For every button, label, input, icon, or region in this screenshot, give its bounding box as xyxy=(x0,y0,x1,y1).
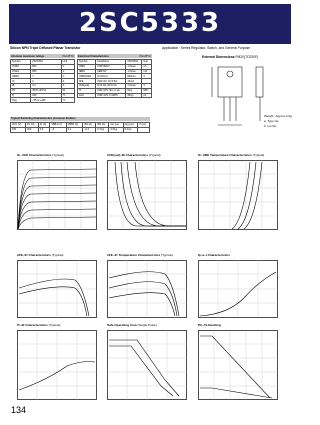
ext-dim-label xyxy=(202,55,258,59)
curves xyxy=(109,272,179,316)
part-number-title: 2SC5333 xyxy=(78,8,222,38)
table-cell: µA xyxy=(142,64,152,69)
elec-header xyxy=(77,54,152,58)
plot-note: (Typical) xyxy=(48,323,61,327)
plot-title-9 xyxy=(198,323,221,327)
plot-title-text: IC–VCE Characteristics xyxy=(17,153,52,157)
table-cell: 150 xyxy=(31,93,61,98)
title-banner xyxy=(9,4,291,44)
plot-vcesat-ib xyxy=(107,160,187,230)
plot-note: (Typical) xyxy=(51,253,64,257)
table-cell: MHz xyxy=(142,88,152,93)
plot-title-text: hFE–IC Temperature Characteristics xyxy=(107,253,161,257)
table-cell: VCC (V) xyxy=(11,123,26,128)
table-cell: IB xyxy=(11,83,31,88)
table-cell: VCE=4V, IC=0.5A xyxy=(96,79,126,84)
plot-title-8 xyxy=(107,323,157,327)
switching-title: Typical Switching Characteristics (Common Emitter) xyxy=(11,117,76,121)
table-cell: Unit xyxy=(142,60,152,65)
plot-title-6 xyxy=(198,253,230,257)
table-cell: IC=10mA xyxy=(96,74,126,79)
table-cell: ton (µs) xyxy=(109,123,123,128)
abs-max-table xyxy=(10,59,75,103)
plot-grid xyxy=(198,160,278,230)
dim-note-2: a. Type No. xyxy=(264,119,280,123)
table-cell: 1.0max xyxy=(126,69,142,74)
table-cell: 1.0max xyxy=(126,64,142,69)
table-cell: –5 xyxy=(50,127,66,132)
table-cell: V xyxy=(142,74,152,79)
table-cell: 2.1 xyxy=(66,127,82,132)
ext-dim-package: FM20(TO220F) xyxy=(235,55,259,59)
package-outline xyxy=(212,67,263,125)
table-cell: VBB2 (V) xyxy=(66,123,82,128)
plot-note: (Typical) xyxy=(52,153,64,157)
table-cell: VCB=800V xyxy=(96,64,126,69)
table-cell: V xyxy=(61,64,74,69)
page-number: 134 xyxy=(11,405,27,415)
table-cell: IB1 (A) xyxy=(83,123,96,128)
table-row xyxy=(78,93,152,98)
table-cell: Unit xyxy=(61,60,74,65)
table-cell: 0.2 xyxy=(31,83,61,88)
table-cell: Symbol xyxy=(78,60,96,65)
plot-grid xyxy=(198,330,278,400)
table-cell: RL (Ω) xyxy=(26,123,39,128)
switching-header xyxy=(10,117,150,121)
plot-hfe-ic-temp xyxy=(107,260,187,318)
abs-max-cond: (Ta=25°C) xyxy=(62,54,74,58)
table-cell: A xyxy=(61,83,74,88)
plot-title-1 xyxy=(17,153,64,157)
table-cell: VCBO xyxy=(11,64,31,69)
table-cell: IEBO xyxy=(78,69,96,74)
table-row xyxy=(11,127,150,132)
table-cell: °C xyxy=(61,93,74,98)
table-cell: 150 xyxy=(11,127,26,132)
table-cell: PC xyxy=(11,88,31,93)
plot-ic-vbe xyxy=(198,160,278,230)
plot-frame xyxy=(108,161,187,230)
package-drawing xyxy=(202,61,292,139)
table-cell: mA xyxy=(142,69,152,74)
plot-note: (Typical) xyxy=(148,153,161,157)
table-cell: ICBO xyxy=(78,64,96,69)
table-cell: VCE=10V, IE=–0.1A xyxy=(96,88,126,93)
table-cell: 7 xyxy=(31,74,61,79)
plot-title-text: IC–VBE Temperature Characteristics xyxy=(198,153,252,157)
table-cell: Tstg xyxy=(11,98,31,103)
elec-title: Electrical Characteristics xyxy=(78,54,109,58)
curves xyxy=(19,279,89,316)
application-line: Application : Series Regulator, Switch, and General Purpose xyxy=(162,46,250,50)
plot-grid xyxy=(17,330,97,400)
table-cell: 0.7typ xyxy=(96,127,109,132)
curves xyxy=(109,340,179,396)
table-cell: VBB1 (V) xyxy=(50,123,66,128)
table-cell: V(BR)CEO xyxy=(78,74,96,79)
plot-ft-ie xyxy=(17,330,97,400)
plot-grid xyxy=(17,260,97,318)
curves xyxy=(18,169,96,229)
plot-note: (Single Pulse) xyxy=(137,323,157,327)
plot-title-5 xyxy=(107,253,173,257)
table-cell: A xyxy=(61,79,74,84)
plot-note: (Typical) xyxy=(161,253,173,257)
plot-grid xyxy=(198,260,278,318)
table-cell: Conditions xyxy=(96,60,126,65)
switching-table xyxy=(10,122,150,133)
elec-table xyxy=(77,59,152,98)
table-cell: –55 to +150 xyxy=(31,98,61,103)
table-cell: pF xyxy=(142,93,152,98)
table-cell: VEB=5V xyxy=(96,69,126,74)
table-cell: 2SC5333 xyxy=(31,60,61,65)
table-cell: 2.6typ xyxy=(109,127,123,132)
ext-dim-title: External Dimensions xyxy=(202,55,235,59)
dim-note-1: Weight : Approx 2.0g xyxy=(264,114,292,118)
plot-title-text: Safe Operating Area xyxy=(107,323,137,327)
table-cell: tstg (µs) xyxy=(123,123,138,128)
table-cell: 0.5 xyxy=(38,127,50,132)
plot-title-text: fT–IE Characteristics xyxy=(17,323,48,327)
plot-grid xyxy=(107,260,187,318)
table-cell: 0.3typ xyxy=(123,127,138,132)
table-cell: 800 xyxy=(31,69,61,74)
table-row xyxy=(11,98,75,103)
plot-grid xyxy=(107,330,187,400)
curves xyxy=(115,162,186,226)
plot-soa xyxy=(107,330,187,400)
abs-max-header xyxy=(10,54,75,58)
plot-title-text: VCE(sat)–IB Characteristics xyxy=(107,153,148,157)
table-cell: W xyxy=(61,88,74,93)
table-cell: Cob xyxy=(78,93,96,98)
table-cell: 2SC5333 xyxy=(126,60,142,65)
table-cell: IB2 (A) xyxy=(96,123,109,128)
plot-frame xyxy=(199,161,278,230)
table-cell: Tj xyxy=(11,93,31,98)
curves xyxy=(232,162,262,229)
table-cell: °C xyxy=(61,98,74,103)
plot-title-text: PC–Ta Derating xyxy=(198,323,221,327)
plot-pc-ta xyxy=(198,330,278,400)
table-cell: 300 xyxy=(26,127,39,132)
abs-max-title: Absolute maximum ratings xyxy=(11,54,45,58)
plot-title-2 xyxy=(107,153,161,157)
plot-title-text: hFE–IC Characteristics xyxy=(17,253,51,257)
table-cell: 1.0max xyxy=(126,83,142,88)
dim-note-3: b. Lot No. xyxy=(264,124,278,128)
plot-frame xyxy=(199,331,278,400)
table-cell: –0.2 xyxy=(83,127,96,132)
device-description: Silicon NPN Triple Diffused Planar Transistor xyxy=(10,46,81,50)
plot-title-7 xyxy=(17,323,60,327)
table-cell: 800min xyxy=(126,74,142,79)
table-cell: IC=1.0A, IB=0.2A xyxy=(96,83,126,88)
table-cell xyxy=(138,127,150,132)
plot-theta-t xyxy=(198,260,278,318)
plot-title-4 xyxy=(17,253,63,257)
table-cell: V xyxy=(142,83,152,88)
plot-title-3 xyxy=(198,153,264,157)
plot-ic-vce xyxy=(17,160,97,230)
table-cell: 10min xyxy=(126,79,142,84)
table-cell: 6typ xyxy=(126,88,142,93)
plot-title-text: θj–a–t Characteristics xyxy=(198,253,230,257)
table-cell: V xyxy=(61,74,74,79)
plot-note: (Typical) xyxy=(252,153,265,157)
table-cell: tf (µs) xyxy=(138,123,150,128)
table-cell: hFE xyxy=(78,79,96,84)
table-cell: 45typ xyxy=(126,93,142,98)
table-cell: IC (A) xyxy=(38,123,50,128)
table-cell: VCE(sat) xyxy=(78,83,96,88)
table-cell: Symbol xyxy=(11,60,31,65)
curves xyxy=(200,336,272,398)
plot-hfe-ic xyxy=(17,260,97,318)
table-cell: fT xyxy=(78,88,96,93)
elec-cond: (Ta=25°C) xyxy=(139,54,151,58)
table-cell: VCB=10V, f=1MHz xyxy=(96,93,126,98)
table-cell: V xyxy=(61,69,74,74)
table-cell: IC xyxy=(11,79,31,84)
table-cell: 2 xyxy=(31,79,61,84)
table-cell: 35(Tc=25°C) xyxy=(31,88,61,93)
table-cell: VEBO xyxy=(11,74,31,79)
table-cell: 800 xyxy=(31,64,61,69)
table-cell: VCEO xyxy=(11,69,31,74)
